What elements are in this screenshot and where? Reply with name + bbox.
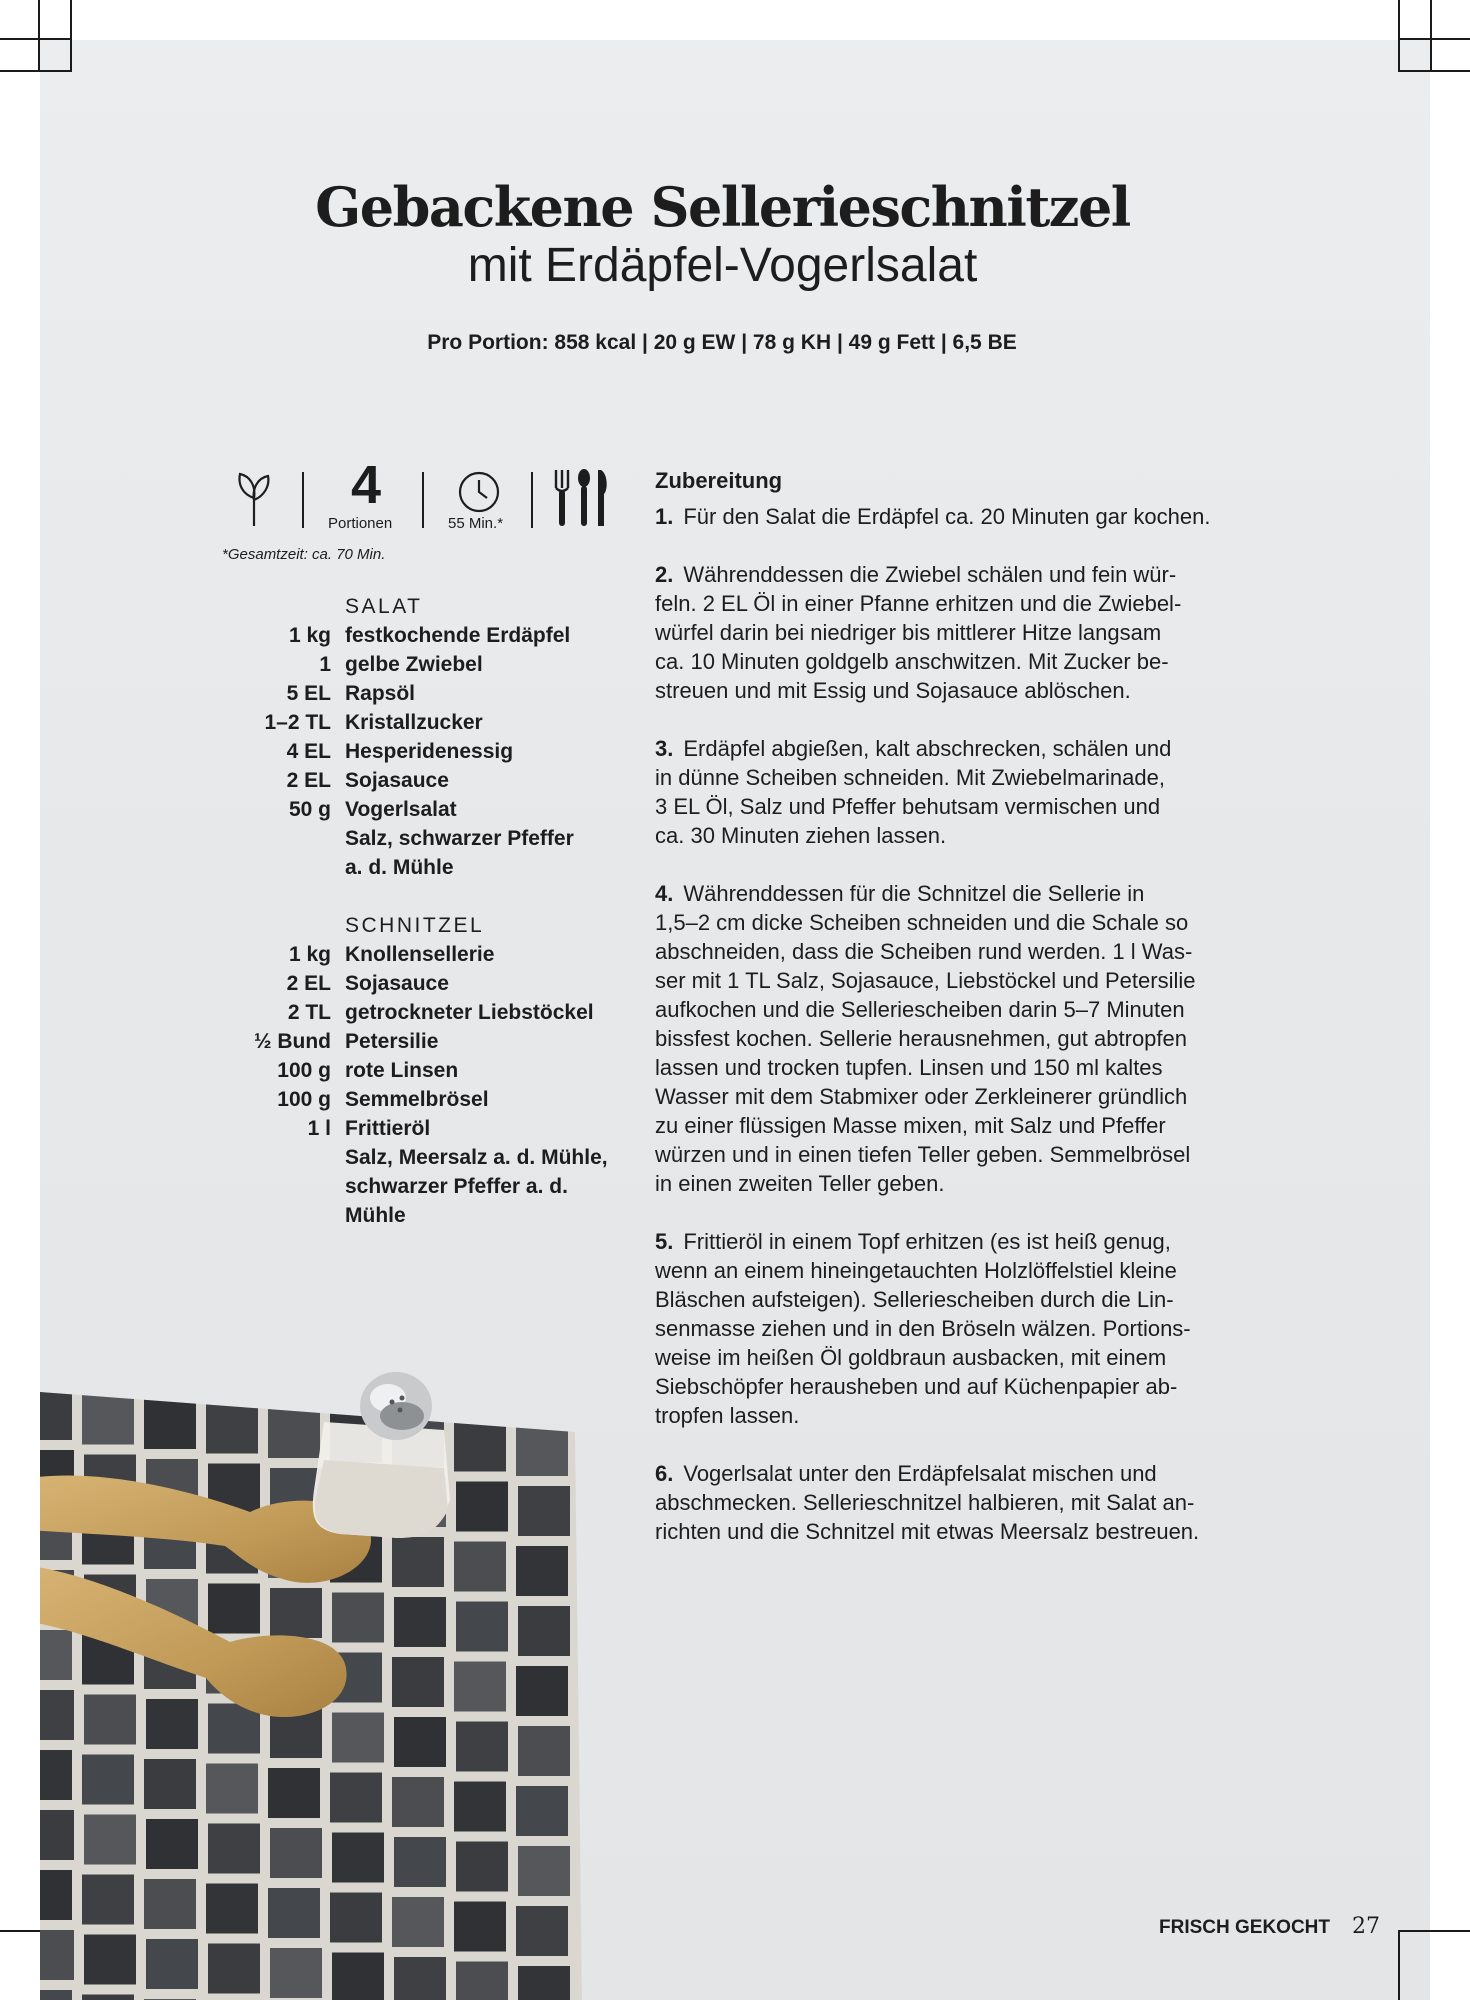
crop-mark-tl-v xyxy=(38,0,40,70)
ingredient-name: rote Linsen xyxy=(345,1059,459,1082)
tile xyxy=(40,1390,72,1440)
step-text: würzen und in einen tiefen Teller geben. Semmelbrösel xyxy=(655,1142,1191,1167)
tile xyxy=(332,1953,384,2000)
tile xyxy=(518,1486,570,1536)
tile xyxy=(84,1815,136,1865)
tile xyxy=(40,1930,74,1980)
crop-mark-br-v xyxy=(1398,1930,1400,2000)
step-text: Vogerlsalat unter den Erdäpfelsalat mischen und xyxy=(683,1461,1157,1486)
ingredient-amount: 1 xyxy=(319,653,331,676)
step-line xyxy=(655,647,1295,676)
tile xyxy=(144,1879,196,1929)
method-step xyxy=(655,879,1295,1198)
step-line xyxy=(655,1140,1295,1169)
ingredient-amount: 5 EL xyxy=(286,682,331,705)
ingredient-row xyxy=(200,679,640,708)
step-line xyxy=(655,1488,1295,1517)
ingredient-row xyxy=(200,795,640,824)
ingredient-amount xyxy=(200,1172,345,1201)
step-line xyxy=(655,1314,1295,1343)
method-steps xyxy=(655,502,1295,1546)
ingredient-row xyxy=(200,1114,640,1143)
step-line xyxy=(655,1111,1295,1140)
tile xyxy=(332,1713,384,1763)
step-text: streuen und mit Essig und Sojasauce ablöschen. xyxy=(655,678,1131,703)
tile xyxy=(516,1906,568,1956)
schnitzel-ingredients xyxy=(200,940,640,1230)
step-text: abschneiden, dass die Scheiben rund werden. 1 l Was- xyxy=(655,939,1193,964)
step-line xyxy=(655,1256,1295,1285)
ingredient-row xyxy=(200,969,640,998)
tile xyxy=(392,1897,444,1947)
crop-mark-tr-h xyxy=(1400,38,1470,40)
recipe-subtitle: mit Erdäpfel-Vogerlsalat xyxy=(467,239,978,293)
step-text: Für den Salat die Erdäpfel ca. 20 Minuten gar kochen. xyxy=(683,504,1211,529)
step-line xyxy=(655,734,1295,763)
ingredient-row xyxy=(200,1085,640,1114)
tile xyxy=(146,1819,198,1869)
ingredient-amount: 1 kg xyxy=(288,624,331,647)
tile xyxy=(454,1902,506,1952)
time-label: 55 Min.* xyxy=(448,515,504,532)
step-text: Erdäpfel abgießen, kalt abschrecken, schälen und xyxy=(683,736,1172,761)
tile xyxy=(144,1399,196,1449)
ingredient-amount: 2 TL xyxy=(287,1001,331,1024)
tile xyxy=(332,1593,384,1643)
crop-mark-br-h xyxy=(1400,1930,1470,1932)
tile xyxy=(516,1786,568,1836)
ingredient-amount: 1 l xyxy=(307,1117,331,1140)
tile xyxy=(40,1750,72,1800)
divider xyxy=(531,472,533,528)
ingredient-row xyxy=(200,621,640,650)
step-text: lassen und trocken tupfen. Linsen und 150 ml kaltes xyxy=(655,1055,1163,1080)
ingredient-name: Rapsöl xyxy=(345,682,416,705)
step-line xyxy=(655,1401,1295,1430)
ingredient-name: Frittieröl xyxy=(345,1117,431,1140)
tile xyxy=(206,1884,258,1934)
salat-ingredients xyxy=(200,621,640,882)
tile xyxy=(144,1759,196,1809)
page-number: 27 xyxy=(1352,1914,1380,1939)
ingredient-name: Hesperidenessig xyxy=(345,740,514,763)
crop-mark-tr-v xyxy=(1430,0,1432,70)
tile xyxy=(84,1695,136,1745)
tile xyxy=(206,1404,258,1454)
ingredient-name: gelbe Zwiebel xyxy=(345,653,483,676)
step-line xyxy=(655,821,1295,850)
tile xyxy=(456,1602,508,1652)
step-line xyxy=(655,879,1295,908)
crop-mark-tl-h xyxy=(0,38,70,40)
step-line xyxy=(655,966,1295,995)
step-text: bissfest kochen. Sellerie herausnehmen, gut abtropfen xyxy=(655,1026,1187,1051)
step-number: 2. xyxy=(655,562,674,587)
step-line xyxy=(655,589,1295,618)
step-text: Frittieröl in einem Topf erhitzen (es ist heiß genug, xyxy=(683,1229,1171,1254)
tile xyxy=(454,1782,506,1832)
total-time-note: *Gesamtzeit: ca. 70 Min. xyxy=(222,546,386,563)
ingredient-row xyxy=(200,998,640,1027)
tile xyxy=(516,1666,568,1716)
tile xyxy=(146,1939,198,1989)
step-text: wenn an einem hineingetauchten Holzlöffelstiel kleine xyxy=(655,1258,1177,1283)
step-line xyxy=(655,1459,1295,1488)
crop-mark-tl-v2 xyxy=(70,0,72,72)
step-text: Bläschen aufsteigen). Selleriescheiben durch die Lin- xyxy=(655,1287,1174,1312)
step-line xyxy=(655,1227,1295,1256)
tile xyxy=(270,1948,322,1998)
ingredient-name: festkochende Erdäpfel xyxy=(345,624,571,647)
tile xyxy=(268,1768,320,1818)
ingredient-row xyxy=(200,737,640,766)
method-step xyxy=(655,1227,1295,1430)
tile xyxy=(394,1717,446,1767)
tile xyxy=(208,1944,260,1994)
ingredient-name: Mühle xyxy=(345,1204,406,1227)
tile xyxy=(270,1588,322,1638)
ingredient-name: Kristallzucker xyxy=(345,711,483,734)
step-number: 1. xyxy=(655,504,674,529)
ingredient-amount: 1 kg xyxy=(288,943,331,966)
step-text: Währenddessen die Zwiebel schälen und fein wür- xyxy=(683,562,1177,587)
step-line xyxy=(655,1169,1295,1198)
kitchen-photo xyxy=(40,1360,600,2000)
step-text: weise im heißen Öl goldbraun ausbacken, mit einem xyxy=(655,1345,1167,1370)
crop-mark-tr-v2 xyxy=(1398,0,1400,72)
step-line xyxy=(655,995,1295,1024)
ingredient-row xyxy=(200,824,640,853)
ingredient-row xyxy=(200,1056,640,1085)
tile xyxy=(518,1726,570,1776)
ingredient-row xyxy=(200,766,640,795)
tile xyxy=(516,1426,568,1476)
step-line xyxy=(655,937,1295,966)
step-number: 6. xyxy=(655,1461,674,1486)
step-line xyxy=(655,1053,1295,1082)
step-line xyxy=(655,908,1295,937)
ingredient-name: Salz, schwarzer Pfeffer xyxy=(345,827,574,850)
tile xyxy=(206,1764,258,1814)
tile xyxy=(392,1777,444,1827)
method-step xyxy=(655,1459,1295,1546)
tile xyxy=(40,1690,74,1740)
tile xyxy=(516,1546,568,1596)
step-text: Wasser mit dem Stabmixer oder Zerkleinerer gründlich xyxy=(655,1084,1188,1109)
tile xyxy=(40,1630,72,1680)
tile xyxy=(332,1833,384,1883)
step-line xyxy=(655,1517,1295,1546)
ingredient-name: Petersilie xyxy=(345,1030,439,1053)
sprout-icon xyxy=(236,470,272,528)
tile xyxy=(394,1837,446,1887)
step-line xyxy=(655,1024,1295,1053)
ingredient-name: Semmelbrösel xyxy=(345,1088,489,1111)
tile xyxy=(394,1957,446,2000)
tile xyxy=(40,1810,74,1860)
step-number: 3. xyxy=(655,736,674,761)
ingredients-list xyxy=(200,592,640,1230)
tile xyxy=(454,1662,506,1712)
step-line xyxy=(655,1372,1295,1401)
ingredient-row xyxy=(200,853,640,882)
nutrition-info: Pro Portion: 858 kcal | 20 g EW | 78 g KH | 49 g Fett | 6,5 BE xyxy=(427,331,1017,354)
step-line xyxy=(655,502,1295,531)
tile xyxy=(40,1990,72,2000)
step-line xyxy=(655,676,1295,705)
step-text: senmasse ziehen und in den Bröseln wälzen. Portions- xyxy=(655,1316,1191,1341)
step-text: Währenddessen für die Schnitzel die Sellerie in xyxy=(683,881,1145,906)
page-footer xyxy=(1159,1914,1380,1939)
step-number: 5. xyxy=(655,1229,674,1254)
tile xyxy=(208,1584,260,1634)
tile xyxy=(392,1537,444,1587)
step-text: Siebschöpfer herausheben und auf Küchenpapier ab- xyxy=(655,1374,1178,1399)
step-text: in einen zweiten Teller geben. xyxy=(655,1171,945,1196)
salt-shaker xyxy=(313,1372,450,1538)
tile xyxy=(268,1408,320,1458)
ingredient-amount xyxy=(200,824,345,853)
clock-icon xyxy=(457,470,501,514)
ingredient-row xyxy=(200,650,640,679)
tile xyxy=(270,1828,322,1878)
section-name: FRISCH GEKOCHT xyxy=(1159,1917,1330,1938)
ingredient-amount xyxy=(200,1201,345,1230)
ingredient-amount xyxy=(200,1143,345,1172)
ingredient-name: getrockneter Liebstöckel xyxy=(345,1001,594,1024)
tile xyxy=(330,1893,382,1943)
tile xyxy=(394,1597,446,1647)
crop-mark-tr-h2 xyxy=(1400,70,1470,72)
step-text: ca. 30 Minuten ziehen lassen. xyxy=(655,823,947,848)
step-text: tropfen lassen. xyxy=(655,1403,800,1428)
ingredient-row xyxy=(200,708,640,737)
ingredient-name: Sojasauce xyxy=(345,972,449,995)
ingredient-amount: 1–2 TL xyxy=(264,711,331,734)
info-row xyxy=(236,455,616,544)
tile xyxy=(456,1842,508,1892)
method-heading: Zubereitung xyxy=(655,468,783,493)
tile xyxy=(456,1962,508,2000)
tile xyxy=(518,1846,570,1896)
tile xyxy=(208,1824,260,1874)
tile xyxy=(392,1657,444,1707)
step-line xyxy=(655,618,1295,647)
step-line xyxy=(655,560,1295,589)
ingredient-row xyxy=(200,1172,640,1201)
tile xyxy=(518,1966,570,2000)
step-line xyxy=(655,763,1295,792)
method-step xyxy=(655,502,1295,531)
ingredient-name: a. d. Mühle xyxy=(345,856,454,879)
tile xyxy=(454,1422,506,1472)
ingredient-name: Knollensellerie xyxy=(345,943,495,966)
salat-heading: SALAT xyxy=(345,595,423,618)
method-step xyxy=(655,560,1295,705)
ingredient-row xyxy=(200,1027,640,1056)
tile xyxy=(268,1888,320,1938)
tile xyxy=(456,1482,508,1532)
step-text: ser mit 1 TL Salz, Sojasauce, Liebstöckel und Petersilie xyxy=(655,968,1196,993)
ingredient-amount: ½ Bund xyxy=(254,1030,331,1053)
ingredient-amount: 50 g xyxy=(288,798,331,821)
ingredient-name: Vogerlsalat xyxy=(345,798,457,821)
tile xyxy=(82,1755,134,1805)
tile xyxy=(518,1606,570,1656)
step-text: 3 EL Öl, Salz und Pfeffer behutsam vermischen und xyxy=(655,794,1161,819)
ingredient-name: Salz, Meersalz a. d. Mühle, xyxy=(345,1146,608,1169)
tile xyxy=(82,1395,134,1445)
tile xyxy=(330,1773,382,1823)
step-line xyxy=(655,1082,1295,1111)
tile xyxy=(456,1722,508,1772)
step-text: abschmecken. Sellerieschnitzel halbieren, mit Salat an- xyxy=(655,1490,1195,1515)
method-step xyxy=(655,734,1295,850)
title-block xyxy=(0,175,1470,295)
tile xyxy=(84,1935,136,1985)
portions-number: 4 xyxy=(350,455,382,515)
step-text: richten und die Schnitzel mit etwas Meersalz bestreuen. xyxy=(655,1519,1200,1544)
step-line xyxy=(655,1285,1295,1314)
tile xyxy=(40,1870,72,1920)
divider xyxy=(422,472,424,528)
ingredient-amount: 4 EL xyxy=(286,740,331,763)
schnitzel-heading: SCHNITZEL xyxy=(345,914,485,937)
divider xyxy=(302,472,304,528)
step-text: zu einer flüssigen Masse mixen, mit Salz und Pfeffer xyxy=(655,1113,1166,1138)
step-text: würfel darin bei niedriger bis mittlerer Hitze langsam xyxy=(655,620,1162,645)
tile xyxy=(146,1699,198,1749)
step-text: feln. 2 EL Öl in einer Pfanne erhitzen und die Zwiebel- xyxy=(655,591,1182,616)
portions-label: Portionen xyxy=(328,515,393,532)
ingredient-amount: 100 g xyxy=(277,1088,331,1111)
ingredient-amount: 100 g xyxy=(277,1059,331,1082)
method-section xyxy=(655,465,1295,1575)
ingredient-row xyxy=(200,1201,640,1230)
step-text: in dünne Scheiben schneiden. Mit Zwiebelmarinade, xyxy=(655,765,1165,790)
ingredient-amount xyxy=(200,853,345,882)
crop-mark-tl-h2 xyxy=(0,70,70,72)
ingredient-name: schwarzer Pfeffer a. d. xyxy=(345,1175,568,1198)
ingredient-row xyxy=(200,1143,640,1172)
step-line xyxy=(655,1343,1295,1372)
recipe-title: Gebackene Sellerieschnitzel xyxy=(315,175,1130,239)
tile xyxy=(82,1875,134,1925)
ingredient-amount: 2 EL xyxy=(286,769,331,792)
step-text: ca. 10 Minuten goldgelb anschwitzen. Mit Zucker be- xyxy=(655,649,1169,674)
tile xyxy=(454,1542,506,1592)
tile xyxy=(82,1995,134,2000)
step-text: 1,5–2 cm dicke Scheiben schneiden und die Schale so xyxy=(655,910,1189,935)
ingredient-name: Sojasauce xyxy=(345,769,449,792)
ingredient-amount: 2 EL xyxy=(286,972,331,995)
step-number: 4. xyxy=(655,881,674,906)
ingredient-row xyxy=(200,940,640,969)
cutlery-icon xyxy=(548,468,610,528)
step-text: aufkochen und die Selleriescheiben darin 5–7 Minuten xyxy=(655,997,1185,1022)
step-line xyxy=(655,792,1295,821)
